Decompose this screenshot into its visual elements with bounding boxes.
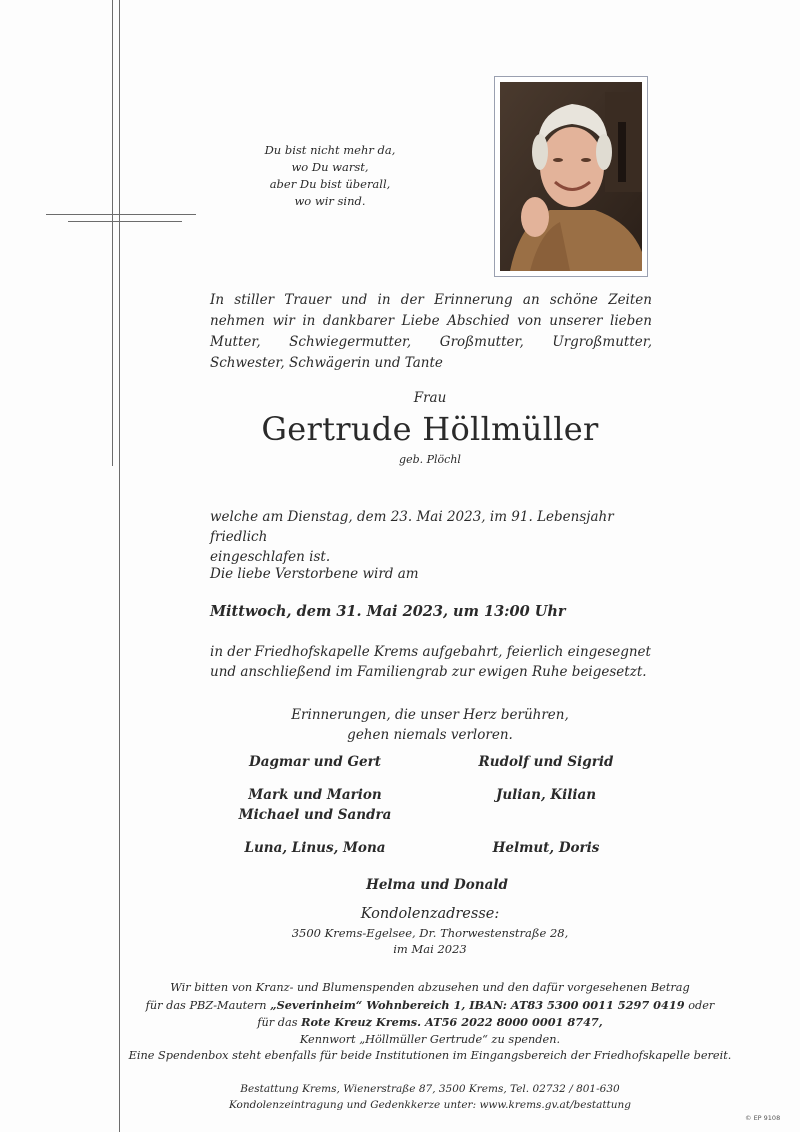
cross-horizontal-top: [46, 214, 196, 215]
death-notice-line: welche am Dienstag, dem 23. Mai 2023, im 91. Lebensjahr friedlich: [210, 509, 614, 545]
donation-line-5: Eine Spendenbox steht ebenfalls für beide Institutionen im Eingangsbereich der Friedhofskapelle bereit.: [128, 1049, 732, 1062]
poem: [250, 142, 410, 210]
condolence-title: Kondolenzadresse:: [360, 906, 500, 922]
relatives-row1-left: Dagmar und Gert: [249, 754, 381, 770]
relatives-row4-center: Helma und Donald: [366, 877, 508, 893]
donation-block: [125, 980, 735, 1065]
donation-line-1: Wir bitten von Kranz- und Blumenspenden abzusehen und den dafür vorgesehenen Betrag: [170, 981, 690, 994]
relatives-row3-right: Helmut, Doris: [492, 840, 600, 856]
relatives-row3-left: Luna, Linus, Mona: [244, 840, 386, 856]
donation-line-3-prefix: für das: [257, 1016, 302, 1029]
relatives-row1-right: Rudolf und Sigrid: [478, 754, 614, 770]
relatives-row2-left-a: Mark und Marion: [248, 787, 382, 803]
donation-line-2: [125, 997, 735, 1015]
funeral-intro: Die liebe Verstorbene wird am: [210, 566, 419, 582]
donation-iban-1: „Severinheim“ Wohnbereich 1, IBAN: AT83 5300 0011 5297 0419: [270, 997, 685, 1012]
print-code: © EP 9108: [745, 1114, 781, 1122]
poem-line: wo Du warst,: [291, 160, 369, 174]
death-notice: [210, 507, 652, 567]
condolence-address: 3500 Krems-Egelsee, Dr. Thorwestenstraße 28,: [291, 926, 569, 940]
footer-line-1: Bestattung Krems, Wienerstraße 87, 3500 Krems, Tel. 02732 / 801-630: [240, 1083, 620, 1095]
footer: [160, 1081, 700, 1113]
donation-line-2-suffix: oder: [684, 998, 715, 1012]
donation-line-4: Kennwort „Höllmüller Gertrude“ zu spenden.: [299, 1032, 561, 1046]
dedication-text: In stiller Trauer und in der Erinnerung an schöne Zeiten nehmen wir in dankbarer Liebe Abschied von unserer lieben Mutter, Schwiegermutter, Großmutter, Urgroßmutter, Schwester, Schwägerin und Tante: [210, 292, 652, 371]
memorial-quote: [230, 705, 630, 745]
donation-line-2-prefix: für das PBZ-Mautern: [145, 998, 271, 1012]
poem-line: Du bist nicht mehr da,: [264, 143, 396, 157]
cross-horizontal-bottom: [68, 221, 182, 222]
salutation: Frau: [413, 390, 447, 406]
footer-line-2: Kondolenzeintragung und Gedenkkerze unter: www.krems.gv.at/bestattung: [228, 1099, 632, 1111]
donation-line-3: [125, 1014, 735, 1032]
funeral-date: Mittwoch, dem 31. Mai 2023, um 13:00 Uhr: [210, 603, 566, 620]
donation-iban-2: Rote Kreuz Krems. AT56 2022 8000 0001 8747,: [301, 1015, 603, 1029]
death-notice-line: eingeschlafen ist.: [210, 549, 331, 565]
funeral-place-line: und anschließend im Familiengrab zur ewigen Ruhe beigesetzt.: [210, 664, 647, 680]
maiden-name: geb. Plöchl: [399, 453, 461, 466]
relatives-row2-right: Julian, Kilian: [495, 787, 597, 803]
quote-line: gehen niemals verloren.: [347, 727, 513, 743]
portrait-image: [500, 82, 642, 271]
poem-line: wo wir sind.: [294, 194, 366, 208]
funeral-place-line: in der Friedhofskapelle Krems aufgebahrt, feierlich eingesegnet: [210, 644, 651, 660]
relatives-row2-left-b: Michael und Sandra: [238, 807, 392, 823]
deceased-name: Gertrude Höllmüller: [261, 410, 599, 448]
condolence-date: im Mai 2023: [393, 942, 467, 956]
cross-vertical-right: [119, 0, 120, 1132]
funeral-place: [210, 642, 652, 682]
poem-line: aber Du bist überall,: [269, 177, 391, 191]
cross-vertical-left: [112, 0, 113, 466]
portrait-photo: [495, 77, 647, 276]
quote-line: Erinnerungen, die unser Herz berühren,: [291, 707, 569, 723]
